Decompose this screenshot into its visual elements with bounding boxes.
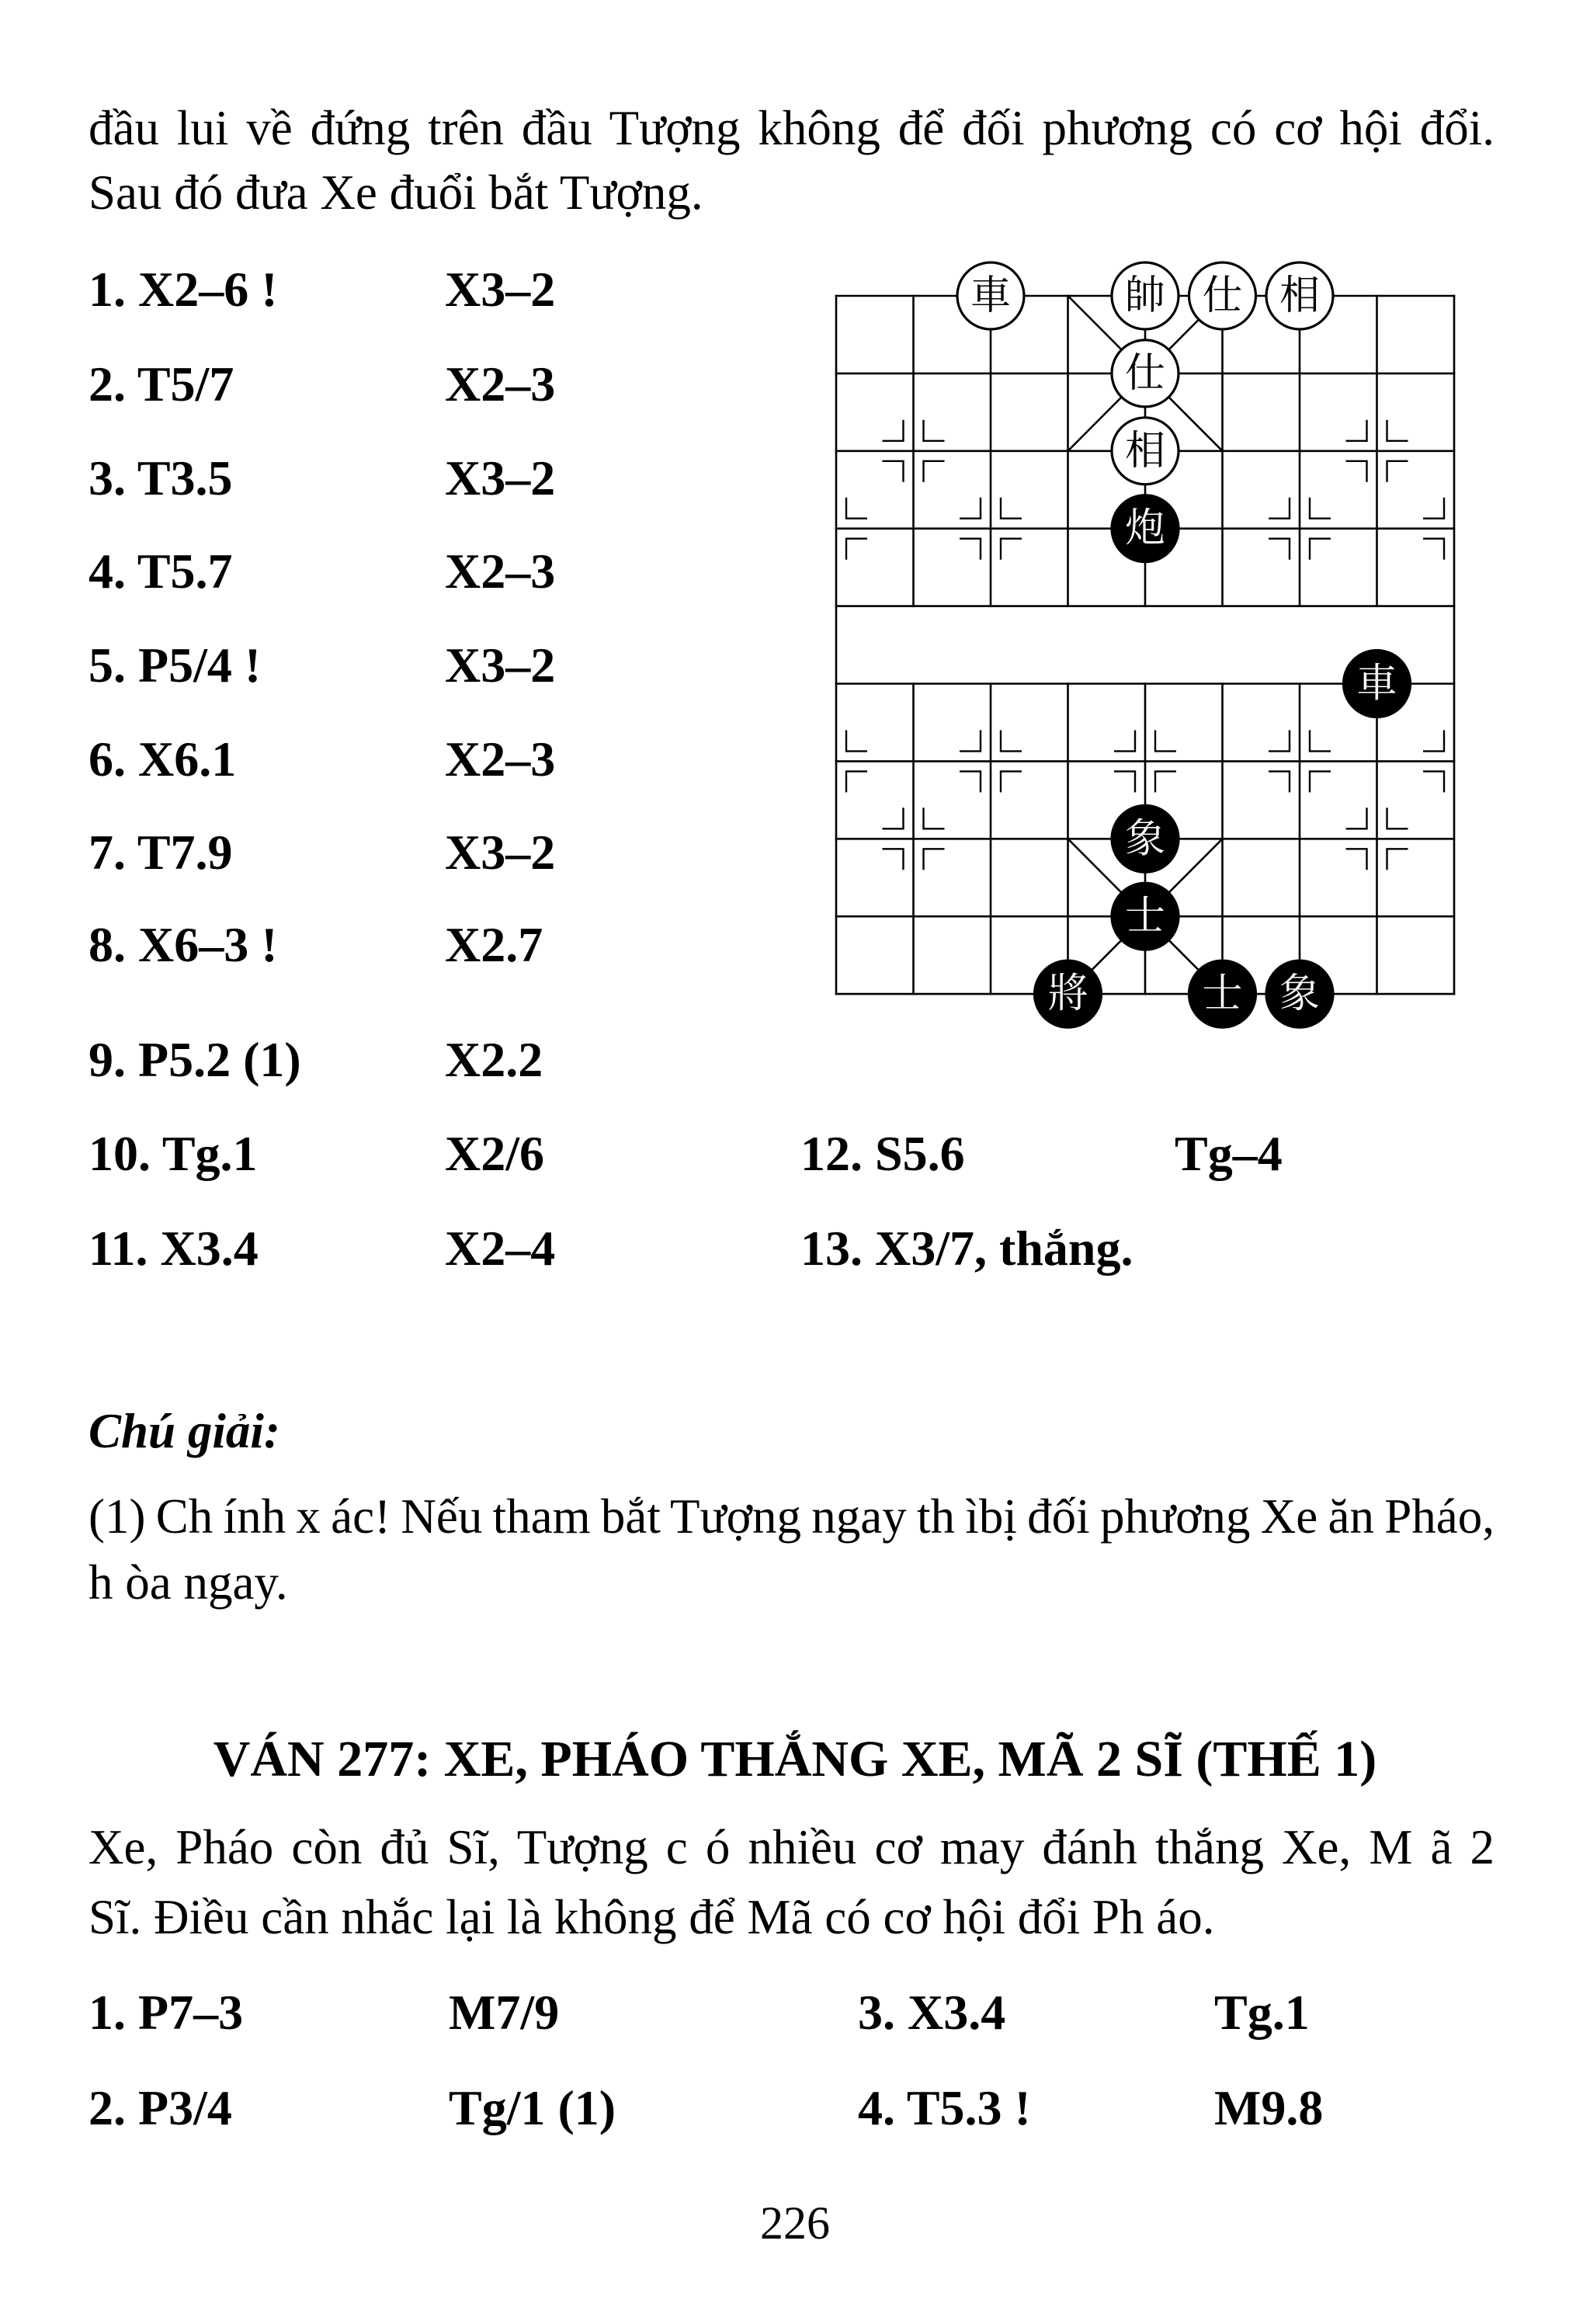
position-marker bbox=[846, 730, 867, 751]
position-marker bbox=[883, 808, 904, 829]
piece-advisor-white bbox=[1189, 262, 1256, 329]
piece-glyph: 炮 bbox=[1124, 505, 1166, 552]
position-marker bbox=[924, 461, 945, 482]
note-line-1-text: (1) Ch ính x ác! Nếu tham bắt Tượng ngay th ìbị đối phương Xe ăn Pháo, bbox=[89, 1489, 1495, 1544]
position-marker bbox=[960, 730, 981, 751]
game1-move-12: 12. S5.6 bbox=[800, 1126, 965, 1181]
note-line-2: h òa ngay. bbox=[89, 1555, 288, 1610]
section-heading: VÁN 277: XE, PHÁO THẮNG XE, MÃ 2 SĨ (THẾ 1) bbox=[213, 1731, 1377, 1787]
game1-reply-11: X2–4 bbox=[445, 1221, 556, 1276]
position-marker bbox=[1387, 461, 1408, 482]
position-marker bbox=[1423, 498, 1444, 519]
position-marker bbox=[883, 461, 904, 482]
piece-glyph: 車 bbox=[970, 273, 1012, 319]
game1-move-9: 9. P5.2 (1) bbox=[89, 1032, 301, 1087]
position-marker bbox=[1269, 771, 1290, 792]
game2-move-4: 4. T5.3 ! bbox=[858, 2080, 1031, 2135]
section-line-2: Sĩ. Điều cần nhắc lại là không để Mã có cơ hội đổi Ph áo. bbox=[89, 1890, 1215, 1944]
position-marker bbox=[1387, 420, 1408, 441]
game1-move-11: 11. X3.4 bbox=[89, 1221, 259, 1276]
position-marker bbox=[1346, 849, 1367, 870]
game1-reply-1: X3–2 bbox=[445, 262, 556, 317]
game1-reply-6: X2–3 bbox=[445, 731, 556, 787]
game1-reply-9: X2.2 bbox=[445, 1032, 543, 1087]
piece-glyph: 仕 bbox=[1124, 349, 1166, 397]
game2-reply-1: M7/9 bbox=[449, 1985, 560, 2040]
position-marker bbox=[1310, 730, 1331, 751]
piece-glyph: 象 bbox=[1124, 815, 1166, 863]
position-marker bbox=[883, 420, 904, 441]
position-marker bbox=[883, 849, 904, 870]
piece-glyph: 相 bbox=[1124, 427, 1166, 474]
position-marker bbox=[1310, 498, 1331, 519]
piece-glyph: 將 bbox=[1047, 971, 1088, 1018]
game2-move-1: 1. P7–3 bbox=[89, 1985, 244, 2040]
position-marker bbox=[1269, 498, 1290, 519]
game1-move-13: 13. X3/7, thắng. bbox=[800, 1221, 1133, 1276]
game1-reply-3: X3–2 bbox=[445, 450, 556, 505]
piece-glyph: 車 bbox=[1356, 660, 1397, 707]
position-marker bbox=[1155, 730, 1176, 751]
position-marker bbox=[1001, 498, 1022, 519]
game1-reply-2: X2–3 bbox=[445, 356, 556, 412]
position-marker bbox=[1423, 771, 1444, 792]
board-pieces bbox=[957, 262, 1411, 1027]
position-marker bbox=[1001, 771, 1022, 792]
game1-move-4: 4. T5.7 bbox=[89, 544, 233, 599]
game1-move-8: 8. X6–3 ! bbox=[89, 917, 278, 972]
game1-move-3: 3. T3.5 bbox=[89, 450, 233, 505]
game1-move-2: 2. T5/7 bbox=[89, 356, 234, 412]
game2-move-3: 3. X3.4 bbox=[858, 1985, 1006, 2040]
piece-advisor-white bbox=[1112, 340, 1179, 407]
position-marker bbox=[1269, 539, 1290, 560]
game1-reply-8: X2.7 bbox=[445, 917, 543, 972]
game2-move-2: 2. P3/4 bbox=[89, 2080, 232, 2135]
position-marker bbox=[846, 771, 867, 792]
position-marker bbox=[1001, 539, 1022, 560]
page-number: 226 bbox=[760, 2197, 830, 2249]
piece-chariot-white bbox=[957, 262, 1024, 329]
piece-elephant-black bbox=[1112, 805, 1179, 872]
position-marker bbox=[960, 498, 981, 519]
position-marker bbox=[846, 498, 867, 519]
position-marker bbox=[924, 420, 945, 441]
position-marker bbox=[960, 539, 981, 560]
game2-reply-4: M9.8 bbox=[1214, 2080, 1324, 2135]
piece-glyph: 帥 bbox=[1124, 273, 1166, 319]
intro-line-2: Sau đó đưa Xe đuổi bắt Tượng. bbox=[89, 165, 703, 220]
position-marker bbox=[924, 808, 945, 829]
piece-cannon-black bbox=[1112, 495, 1179, 562]
position-marker bbox=[846, 539, 867, 560]
piece-elephant-white bbox=[1112, 418, 1179, 485]
game1-move-7: 7. T7.9 bbox=[89, 825, 233, 880]
piece-advisor-black bbox=[1189, 961, 1256, 1027]
position-marker bbox=[1387, 808, 1408, 829]
piece-glyph: 相 bbox=[1279, 273, 1321, 319]
piece-glyph: 士 bbox=[1202, 971, 1243, 1018]
game1-reply-12: Tg–4 bbox=[1175, 1126, 1283, 1181]
position-marker bbox=[1310, 539, 1331, 560]
position-marker bbox=[1114, 730, 1135, 751]
game1-move-10: 10. Tg.1 bbox=[89, 1126, 258, 1181]
piece-elephant-white bbox=[1266, 262, 1333, 329]
xiangqi-board bbox=[792, 248, 1506, 1048]
piece-general-white bbox=[1112, 262, 1179, 329]
piece-glyph: 仕 bbox=[1202, 273, 1243, 319]
intro-line-1-text: đầu lui về đứng trên đầu Tượng không để đối phương có cơ hội đổi. bbox=[89, 101, 1495, 155]
piece-glyph: 士 bbox=[1124, 893, 1166, 940]
game1-reply-10: X2/6 bbox=[445, 1126, 544, 1181]
game2-reply-3: Tg.1 bbox=[1214, 1985, 1310, 2040]
notes-title: Chú giải: bbox=[89, 1404, 280, 1458]
position-marker bbox=[1346, 808, 1367, 829]
position-marker bbox=[1269, 730, 1290, 751]
piece-general-black bbox=[1035, 961, 1102, 1027]
note-line-1 bbox=[89, 1485, 1495, 1548]
position-marker bbox=[1387, 849, 1408, 870]
game1-move-1: 1. X2–6 ! bbox=[89, 262, 278, 317]
game1-move-6: 6. X6.1 bbox=[89, 731, 237, 787]
game1-reply-4: X2–3 bbox=[445, 544, 556, 599]
position-marker bbox=[924, 849, 945, 870]
position-marker bbox=[1423, 539, 1444, 560]
position-marker bbox=[1346, 461, 1367, 482]
position-marker bbox=[1114, 771, 1135, 792]
game1-move-5: 5. P5/4 ! bbox=[89, 637, 262, 693]
position-marker bbox=[1155, 771, 1176, 792]
piece-chariot-black bbox=[1344, 651, 1411, 717]
position-marker bbox=[1346, 420, 1367, 441]
position-marker bbox=[1310, 771, 1331, 792]
game2-reply-2: Tg/1 (1) bbox=[449, 2080, 616, 2135]
position-marker bbox=[1001, 730, 1022, 751]
section-line-1 bbox=[89, 1816, 1495, 1878]
game1-reply-7: X3–2 bbox=[445, 825, 556, 880]
position-marker bbox=[960, 771, 981, 792]
piece-glyph: 象 bbox=[1279, 971, 1321, 1018]
intro-line-1 bbox=[89, 97, 1495, 159]
piece-advisor-black bbox=[1112, 883, 1179, 950]
piece-elephant-black bbox=[1266, 961, 1333, 1027]
section-line-1-text: Xe, Pháo còn đủ Sĩ, Tượng c ó nhiều cơ may đánh thắng Xe, M ã 2 bbox=[89, 1820, 1495, 1874]
position-marker bbox=[1423, 730, 1444, 751]
game1-reply-5: X3–2 bbox=[445, 637, 556, 693]
